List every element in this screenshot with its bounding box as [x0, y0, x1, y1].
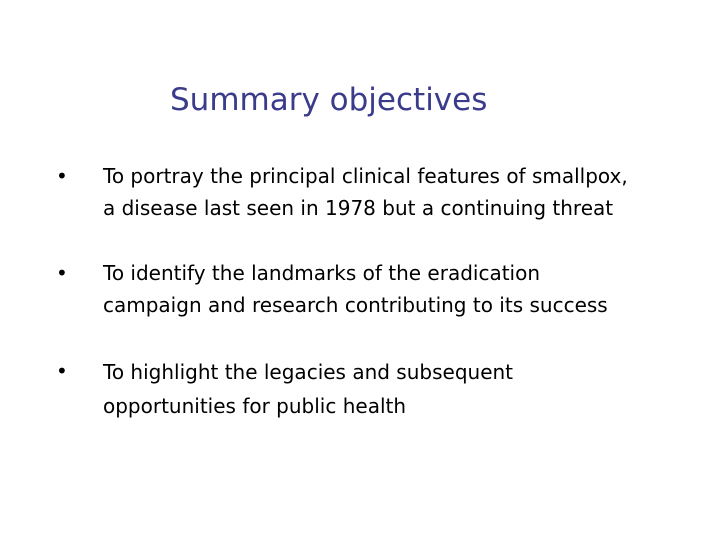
- bullet-line: To portray the principal clinical features of smallpox,: [103, 164, 628, 188]
- bullet-line: To identify the landmarks of the eradication: [103, 261, 541, 285]
- bullet-line: a disease last seen in 1978 but a continuing threat: [103, 196, 614, 220]
- bullet-icon: •: [56, 164, 68, 188]
- bullet-icon: •: [56, 359, 68, 383]
- bullet-text: [103, 257, 703, 321]
- bullet-text: [103, 160, 703, 224]
- bullet-line: opportunities for public health: [103, 394, 407, 418]
- slide-title: Summary objectives: [170, 82, 488, 118]
- bullet-text: [103, 355, 703, 423]
- bullet-line: To highlight the legacies and subsequent: [103, 360, 514, 384]
- bullet-line: campaign and research contributing to its success: [103, 293, 608, 317]
- bullet-icon: •: [56, 261, 68, 285]
